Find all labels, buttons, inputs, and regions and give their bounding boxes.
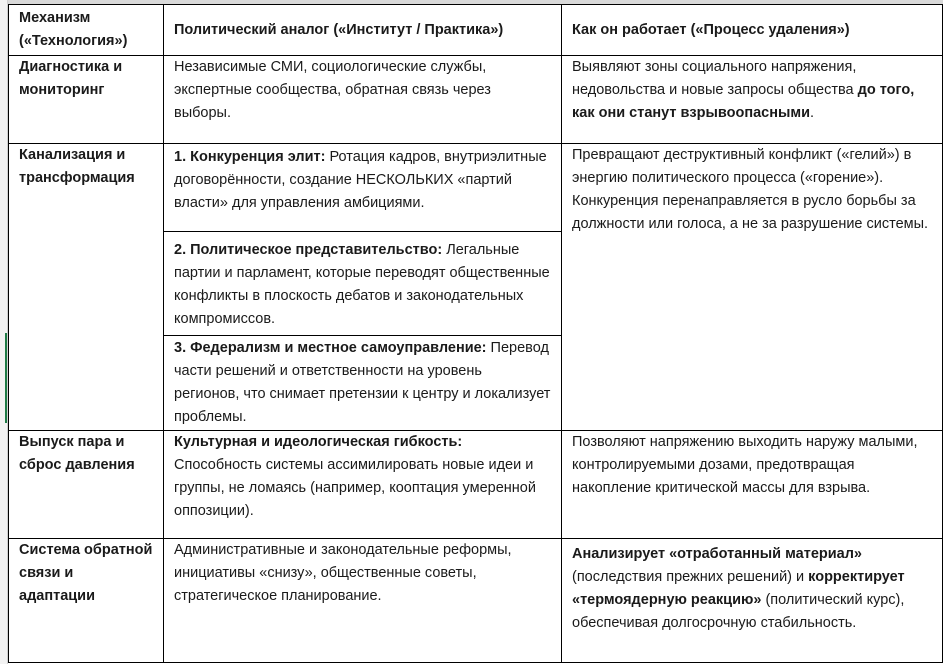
feedback-emphasis-2: корректирует «термоядерную реакцию» (572, 569, 905, 608)
mechanism-table (8, 4, 943, 663)
analog-channeling-federalism (164, 336, 562, 431)
elites-title: 1. Конкуренция элит: (174, 149, 326, 165)
elites-text: Ротация кадров, внутриэлитные договорённости, создание НЕСКОЛЬКИХ «партий власти» для управления амбициями. (174, 149, 547, 211)
representation-title: 2. Политическое представительство: (174, 242, 443, 258)
feedback-text-1: (последствия прежних решений) и (572, 569, 809, 585)
feedback-emphasis-1: Анализирует «отработанный материал» (572, 546, 862, 562)
row-label-release: Выпуск пара и сброс давления (9, 431, 164, 539)
header-political-analog: Политический аналог («Институт / Практика») (164, 5, 562, 56)
analog-channeling-elites (164, 144, 562, 232)
row-selection-marker (5, 333, 7, 423)
analog-diagnostics: Независимые СМИ, социологические службы, экспертные сообщества, обратная связь через выборы. (164, 56, 562, 144)
how-release: Позволяют напряжению выходить наружу малыми, контролируемыми дозами, предотвращая накопление критической массы для взрыва. (562, 431, 943, 539)
analog-channeling-representation (164, 232, 562, 336)
how-diagnostics-text: Выявляют зоны социального напряжения, недовольства и новые запросы общества (572, 59, 858, 98)
row-label-channeling: Канализация и трансформация (9, 144, 164, 431)
how-diagnostics (562, 56, 943, 144)
federalism-title: 3. Федерализм и местное самоуправление: (174, 340, 487, 356)
how-feedback (562, 539, 943, 663)
representation-text: Легальные партии и парламент, которые переводят общественные конфликты в плоскость дебатов и законодательных компромиссов. (174, 242, 550, 327)
feedback-text-2: (политический курс), обеспечивая долгосрочную стабильность. (572, 592, 905, 631)
analog-feedback: Административные и законодательные реформы, инициативы «снизу», общественные советы, стратегическое планирование. (164, 539, 562, 663)
table-header-row (9, 5, 943, 56)
analog-release (164, 431, 562, 539)
table-row (9, 539, 943, 663)
row-label-diagnostics: Диагностика и мониторинг (9, 56, 164, 144)
table-row (9, 144, 943, 232)
flexibility-text: Способность системы ассимилировать новые идеи и группы, не ломаясь (например, кооптация умеренной оппозиции). (174, 457, 536, 519)
left-gutter (0, 0, 8, 664)
header-how-it-works: Как он работает («Процесс удаления») (562, 5, 943, 56)
how-diagnostics-emphasis: до того, как они станут взрывоопасными (572, 82, 915, 121)
federalism-text: Перевод части решений и ответственности на уровень регионов, что снимает претензии к центру и локализует проблемы. (174, 340, 551, 425)
header-mechanism: Механизм («Технология») (9, 5, 164, 56)
how-diagnostics-end: . (810, 105, 815, 121)
how-channeling: Превращают деструктивный конфликт («гелий») в энергию политического процесса («горение»). Конкуренция перенаправляется в русло борьбы за должности или голоса, а не за разрушение системы. (562, 144, 943, 431)
row-label-feedback: Система обратной связи и адаптации (9, 539, 164, 663)
flexibility-title: Культурная и идеологическая гибкость: (174, 434, 463, 450)
table-row (9, 56, 943, 144)
table-row (9, 431, 943, 539)
